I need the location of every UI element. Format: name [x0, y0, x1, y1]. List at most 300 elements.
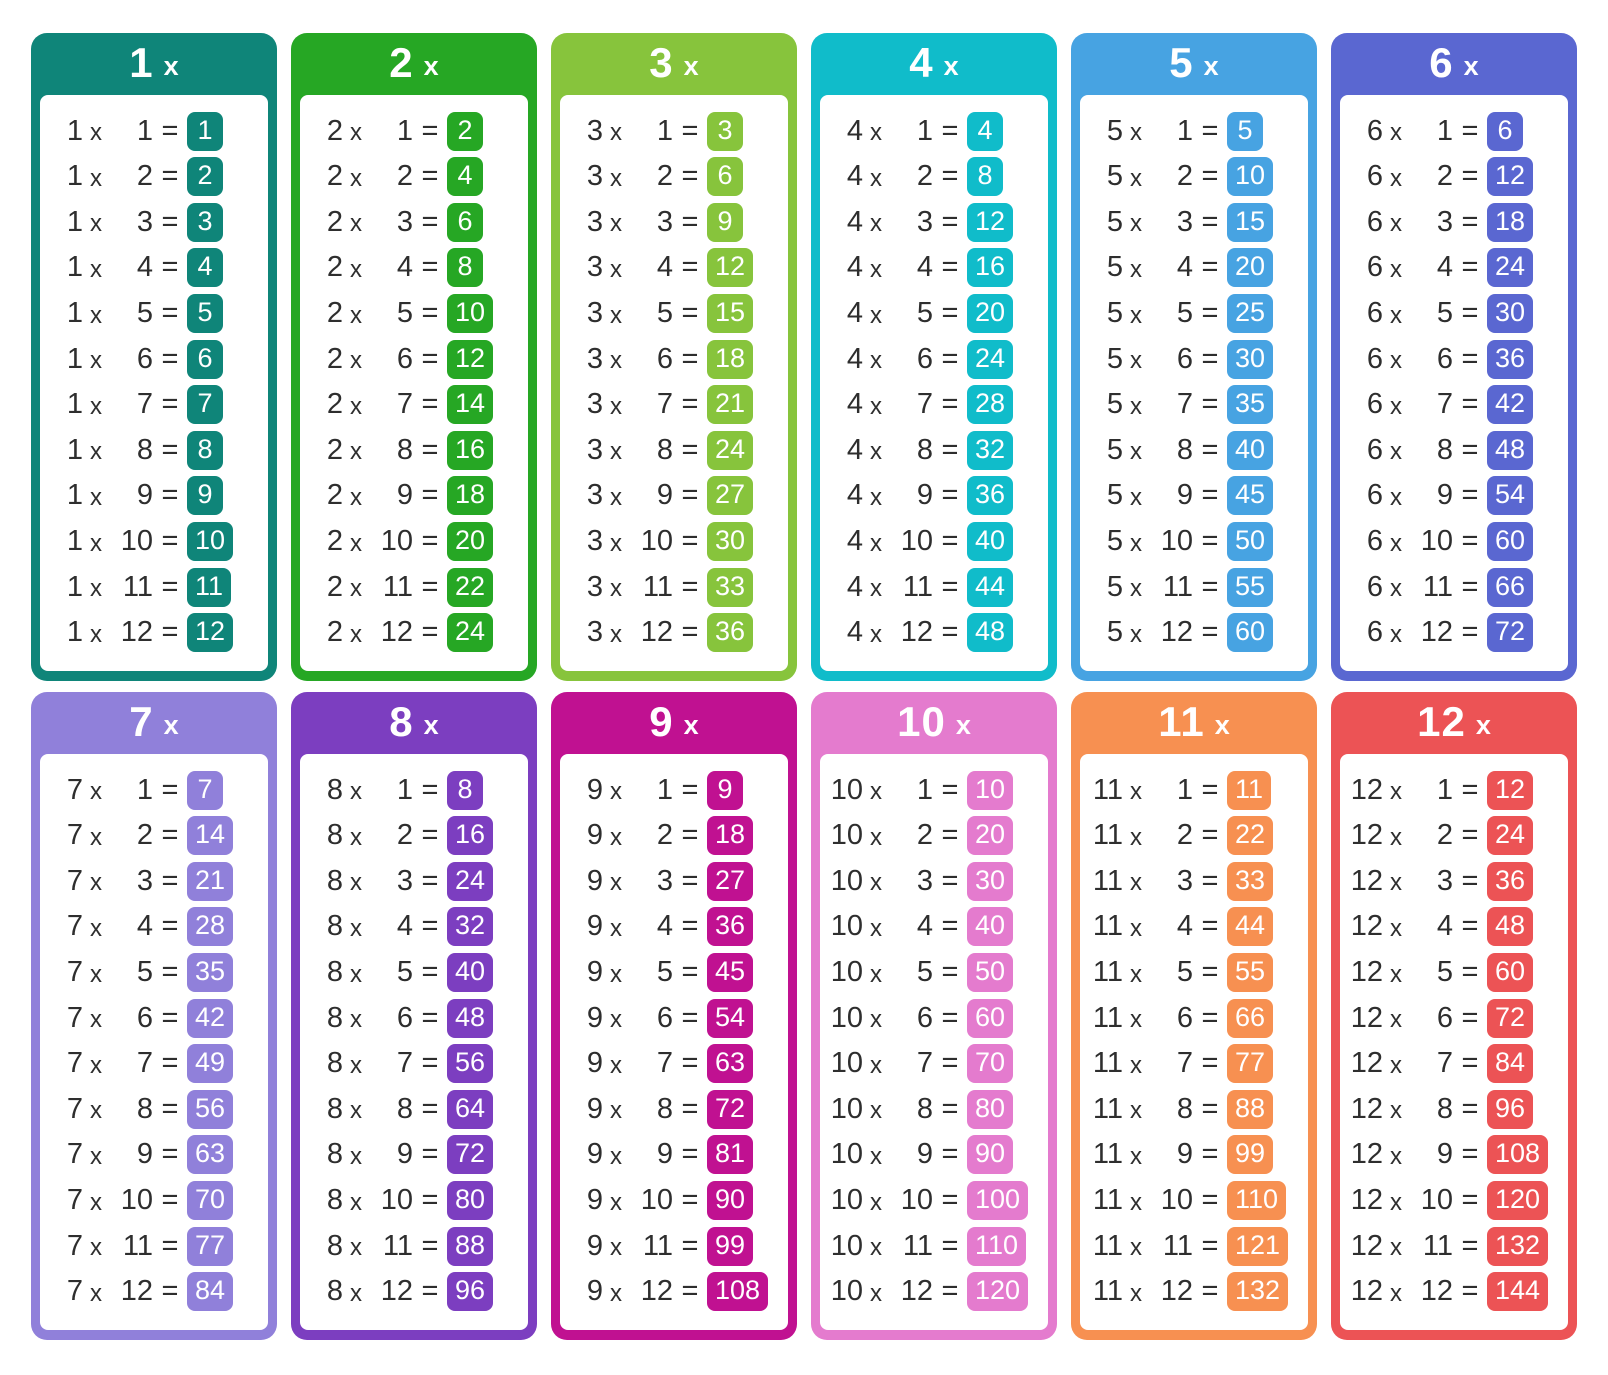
product-badge: 49 — [187, 1044, 233, 1083]
equals-symbol: = — [1461, 1001, 1479, 1034]
factor-1: 6 — [1366, 251, 1383, 284]
product-badge: 24 — [447, 862, 493, 901]
equals-symbol: = — [1201, 114, 1219, 147]
factor-1: 6 — [1366, 388, 1383, 421]
times-symbol: x — [1390, 1142, 1402, 1170]
equation-row — [1081, 157, 1307, 196]
factor-1: 2 — [326, 479, 343, 512]
product-cell — [187, 1044, 233, 1083]
equals-symbol: = — [941, 1275, 959, 1308]
product-cell — [707, 771, 743, 810]
factor-1: 5 — [1106, 297, 1123, 330]
product-badge: 36 — [1487, 862, 1533, 901]
product-badge: 121 — [1227, 1227, 1288, 1266]
card-title-times-symbol: x — [423, 710, 439, 740]
equation-row — [1081, 999, 1307, 1038]
factor-2: 12 — [640, 1275, 673, 1308]
equals-symbol: = — [161, 864, 179, 897]
product-cell — [707, 953, 753, 992]
factor-1: 7 — [66, 1229, 83, 1262]
factor-2: 4 — [1176, 251, 1193, 284]
equals-symbol: = — [1461, 956, 1479, 989]
product-badge: 40 — [447, 953, 493, 992]
times-symbol: x — [90, 1142, 102, 1170]
times-table-card-2x — [291, 33, 537, 681]
product-badge: 12 — [1487, 157, 1533, 196]
product-cell — [707, 157, 743, 196]
times-symbol: x — [90, 301, 102, 329]
equals-symbol: = — [681, 1275, 699, 1308]
equals-symbol: = — [161, 819, 179, 852]
times-symbol: x — [870, 1188, 882, 1216]
equation-row — [561, 953, 787, 992]
product-badge: 11 — [187, 568, 231, 607]
product-badge: 36 — [967, 476, 1013, 515]
factor-2: 2 — [396, 160, 413, 193]
product-cell — [447, 1135, 493, 1174]
factor-2: 4 — [136, 910, 153, 943]
factor-2: 1 — [1176, 114, 1193, 147]
equation-row — [1081, 613, 1307, 652]
factor-2: 6 — [656, 342, 673, 375]
product-badge: 1 — [187, 112, 223, 151]
equals-symbol: = — [161, 1184, 179, 1217]
equals-symbol: = — [161, 525, 179, 558]
factor-2: 1 — [396, 773, 413, 806]
times-symbol: x — [610, 620, 622, 648]
factor-2: 11 — [1162, 570, 1193, 603]
equation-row — [1081, 476, 1307, 515]
equation-row — [1081, 907, 1307, 946]
equals-symbol: = — [1461, 479, 1479, 512]
equation-row — [41, 340, 267, 379]
equation-row — [821, 476, 1047, 515]
equation-row — [1341, 157, 1567, 196]
factor-1: 5 — [1106, 479, 1123, 512]
equation-row — [1341, 1090, 1567, 1129]
factor-2: 5 — [396, 956, 413, 989]
times-symbol: x — [610, 1234, 622, 1262]
equals-symbol: = — [941, 616, 959, 649]
equation-row — [41, 203, 267, 242]
factor-2: 3 — [916, 205, 933, 238]
times-table-card-1x — [31, 33, 277, 681]
equation-row — [821, 1090, 1047, 1129]
factor-2: 8 — [916, 1092, 933, 1125]
factor-2: 12 — [380, 616, 413, 649]
factor-1: 5 — [1106, 616, 1123, 649]
factor-1: 6 — [1366, 616, 1383, 649]
card-title-number: 2 — [389, 39, 414, 86]
equation-row — [41, 862, 267, 901]
product-badge: 9 — [707, 203, 743, 242]
factor-1: 7 — [66, 1275, 83, 1308]
times-symbol: x — [1130, 529, 1142, 557]
factor-1: 1 — [66, 205, 83, 238]
factor-1: 4 — [846, 205, 863, 238]
factor-1: 11 — [1092, 910, 1123, 943]
product-cell — [967, 907, 1013, 946]
equals-symbol: = — [421, 1001, 439, 1034]
product-cell — [1487, 1044, 1533, 1083]
equation-row — [301, 248, 527, 287]
product-cell — [187, 522, 233, 561]
factor-2: 9 — [1176, 1138, 1193, 1171]
factor-1: 4 — [846, 525, 863, 558]
factor-1: 7 — [66, 864, 83, 897]
product-cell — [707, 112, 743, 151]
times-symbol: x — [870, 347, 882, 375]
factor-2: 11 — [382, 1229, 413, 1262]
equals-symbol: = — [681, 1047, 699, 1080]
product-cell — [967, 1044, 1013, 1083]
factor-1: 1 — [66, 114, 83, 147]
product-cell — [1227, 816, 1273, 855]
equals-symbol: = — [941, 773, 959, 806]
equals-symbol: = — [941, 160, 959, 193]
equation-row — [1081, 862, 1307, 901]
factor-1: 3 — [586, 114, 603, 147]
equals-symbol: = — [1461, 525, 1479, 558]
product-cell — [447, 522, 493, 561]
card-body — [300, 754, 528, 1330]
product-badge: 48 — [1487, 431, 1533, 470]
factor-1: 6 — [1366, 205, 1383, 238]
factor-1: 5 — [1106, 570, 1123, 603]
card-title-number: 3 — [649, 39, 674, 86]
product-badge: 12 — [1487, 771, 1533, 810]
factor-1: 5 — [1106, 160, 1123, 193]
product-badge: 12 — [187, 613, 233, 652]
factor-1: 9 — [586, 864, 603, 897]
product-badge: 5 — [187, 294, 223, 333]
product-badge: 110 — [1227, 1181, 1286, 1220]
times-symbol: x — [1390, 1279, 1402, 1307]
card-body — [1080, 754, 1308, 1330]
times-symbol: x — [350, 869, 362, 897]
equation-row — [1081, 385, 1307, 424]
factor-1: 8 — [326, 773, 343, 806]
factor-2: 2 — [656, 160, 673, 193]
product-badge: 66 — [1227, 999, 1273, 1038]
times-symbol: x — [870, 438, 882, 466]
product-cell — [967, 1272, 1028, 1311]
equals-symbol: = — [941, 251, 959, 284]
product-cell — [707, 613, 753, 652]
times-symbol: x — [610, 1097, 622, 1125]
factor-1: 8 — [326, 1184, 343, 1217]
product-badge: 72 — [1487, 613, 1533, 652]
times-symbol: x — [1390, 1234, 1402, 1262]
equation-row — [821, 294, 1047, 333]
equation-row — [301, 771, 527, 810]
factor-2: 10 — [380, 1184, 413, 1217]
equation-row — [821, 1181, 1047, 1220]
factor-2: 1 — [916, 773, 933, 806]
factor-2: 8 — [916, 433, 933, 466]
equation-row — [41, 613, 267, 652]
product-cell — [1487, 431, 1533, 470]
times-symbol: x — [1390, 1051, 1402, 1079]
factor-1: 2 — [326, 297, 343, 330]
factor-1: 11 — [1092, 1229, 1123, 1262]
equals-symbol: = — [941, 525, 959, 558]
product-badge: 40 — [1227, 431, 1273, 470]
factor-2: 9 — [656, 479, 673, 512]
equals-symbol: = — [161, 342, 179, 375]
factor-1: 9 — [586, 1001, 603, 1034]
times-symbol: x — [90, 1279, 102, 1307]
factor-1: 4 — [846, 114, 863, 147]
factor-1: 6 — [1366, 570, 1383, 603]
times-symbol: x — [1130, 347, 1142, 375]
factor-1: 8 — [326, 1001, 343, 1034]
product-badge: 24 — [1487, 816, 1533, 855]
product-badge: 4 — [187, 248, 223, 287]
factor-1: 1 — [66, 297, 83, 330]
factor-2: 5 — [1436, 297, 1453, 330]
product-cell — [967, 1090, 1013, 1129]
factor-2: 9 — [1436, 1138, 1453, 1171]
times-symbol: x — [90, 1188, 102, 1216]
product-cell — [447, 1181, 493, 1220]
times-symbol: x — [1130, 1142, 1142, 1170]
product-cell — [447, 1090, 493, 1129]
product-badge: 15 — [707, 294, 753, 333]
factor-2: 12 — [120, 616, 153, 649]
equals-symbol: = — [161, 479, 179, 512]
equation-row — [1341, 248, 1567, 287]
product-badge: 25 — [1227, 294, 1273, 333]
equation-row — [1341, 816, 1567, 855]
factor-1: 5 — [1106, 433, 1123, 466]
product-badge: 80 — [447, 1181, 493, 1220]
card-header — [1331, 33, 1577, 93]
times-symbol: x — [1130, 778, 1142, 806]
product-badge: 20 — [447, 522, 493, 561]
times-symbol: x — [870, 914, 882, 942]
product-badge: 48 — [967, 613, 1013, 652]
factor-2: 2 — [1436, 160, 1453, 193]
card-header — [31, 692, 277, 752]
product-cell — [187, 340, 223, 379]
equation-row — [561, 112, 787, 151]
card-body — [40, 95, 268, 671]
factor-1: 6 — [1366, 433, 1383, 466]
factor-2: 11 — [642, 570, 673, 603]
product-cell — [447, 112, 483, 151]
product-badge: 12 — [967, 203, 1013, 242]
card-header — [811, 33, 1057, 93]
product-cell — [447, 431, 493, 470]
factor-1: 3 — [586, 616, 603, 649]
equals-symbol: = — [681, 819, 699, 852]
equation-row — [1081, 294, 1307, 333]
times-symbol: x — [610, 960, 622, 988]
equals-symbol: = — [1201, 616, 1219, 649]
equation-row — [301, 953, 527, 992]
product-badge: 45 — [1227, 476, 1273, 515]
times-symbol: x — [1130, 392, 1142, 420]
factor-2: 5 — [136, 956, 153, 989]
product-badge: 50 — [1227, 522, 1273, 561]
product-cell — [1487, 568, 1533, 607]
product-badge: 44 — [967, 568, 1013, 607]
equals-symbol: = — [941, 570, 959, 603]
equation-row — [1081, 1135, 1307, 1174]
factor-1: 10 — [830, 819, 863, 852]
equals-symbol: = — [1461, 1047, 1479, 1080]
product-cell — [447, 340, 493, 379]
product-badge: 96 — [1487, 1090, 1533, 1129]
equals-symbol: = — [1201, 1275, 1219, 1308]
product-cell — [447, 568, 493, 607]
times-symbol: x — [610, 255, 622, 283]
equation-row — [301, 340, 527, 379]
equals-symbol: = — [1461, 342, 1479, 375]
product-cell — [447, 476, 493, 515]
equation-row — [301, 112, 527, 151]
equation-row — [1081, 816, 1307, 855]
factor-1: 12 — [1350, 773, 1383, 806]
times-symbol: x — [350, 164, 362, 192]
equals-symbol: = — [1201, 819, 1219, 852]
product-cell — [967, 1135, 1013, 1174]
product-cell — [187, 431, 223, 470]
equals-symbol: = — [1461, 1229, 1479, 1262]
product-badge: 24 — [447, 613, 493, 652]
product-badge: 10 — [447, 294, 493, 333]
product-badge: 18 — [447, 476, 493, 515]
product-cell — [1487, 476, 1533, 515]
product-cell — [1487, 112, 1523, 151]
times-table-card-10x — [811, 692, 1057, 1340]
equation-row — [821, 340, 1047, 379]
product-cell — [447, 157, 483, 196]
factor-1: 7 — [66, 956, 83, 989]
equation-row — [821, 157, 1047, 196]
equation-row — [1081, 771, 1307, 810]
product-badge: 3 — [707, 112, 743, 151]
equation-row — [1081, 203, 1307, 242]
equals-symbol: = — [161, 1138, 179, 1171]
equation-row — [1341, 1272, 1567, 1311]
product-cell — [187, 476, 223, 515]
times-symbol: x — [610, 1051, 622, 1079]
product-cell — [707, 1090, 753, 1129]
factor-2: 1 — [396, 114, 413, 147]
factor-1: 2 — [326, 205, 343, 238]
product-badge: 22 — [447, 568, 493, 607]
factor-2: 2 — [396, 819, 413, 852]
times-symbol: x — [1390, 119, 1402, 147]
product-cell — [967, 771, 1013, 810]
product-badge: 8 — [187, 431, 223, 470]
equation-row — [821, 385, 1047, 424]
equation-row — [301, 1135, 527, 1174]
equals-symbol: = — [1201, 388, 1219, 421]
factor-2: 10 — [1420, 1184, 1453, 1217]
product-badge: 96 — [447, 1272, 493, 1311]
factor-1: 2 — [326, 388, 343, 421]
factor-1: 10 — [830, 773, 863, 806]
card-title-number: 6 — [1429, 39, 1454, 86]
equation-row — [301, 999, 527, 1038]
factor-2: 7 — [136, 1047, 153, 1080]
product-cell — [187, 816, 233, 855]
product-cell — [1487, 1181, 1548, 1220]
equals-symbol: = — [941, 1184, 959, 1217]
factor-1: 9 — [586, 956, 603, 989]
times-table-card-8x — [291, 692, 537, 1340]
equals-symbol: = — [1201, 1047, 1219, 1080]
equals-symbol: = — [1461, 388, 1479, 421]
equation-row — [301, 157, 527, 196]
factor-1: 8 — [326, 1092, 343, 1125]
factor-2: 11 — [902, 570, 933, 603]
factor-2: 5 — [656, 956, 673, 989]
product-cell — [187, 157, 223, 196]
equation-row — [561, 568, 787, 607]
factor-1: 4 — [846, 616, 863, 649]
equation-row — [821, 862, 1047, 901]
equals-symbol: = — [421, 160, 439, 193]
times-symbol: x — [870, 210, 882, 238]
factor-1: 3 — [586, 570, 603, 603]
product-cell — [707, 862, 753, 901]
equals-symbol: = — [161, 910, 179, 943]
product-cell — [187, 613, 233, 652]
factor-2: 10 — [120, 525, 153, 558]
factor-1: 2 — [326, 251, 343, 284]
factor-2: 6 — [136, 342, 153, 375]
times-symbol: x — [1390, 255, 1402, 283]
times-symbol: x — [870, 620, 882, 648]
factor-2: 6 — [656, 1001, 673, 1034]
times-symbol: x — [610, 529, 622, 557]
equals-symbol: = — [421, 1092, 439, 1125]
factor-1: 7 — [66, 773, 83, 806]
equation-row — [1341, 1227, 1567, 1266]
product-cell — [967, 816, 1013, 855]
factor-1: 12 — [1350, 1275, 1383, 1308]
product-badge: 9 — [187, 476, 223, 515]
factor-1: 3 — [586, 388, 603, 421]
times-symbol: x — [1390, 529, 1402, 557]
factor-2: 7 — [916, 388, 933, 421]
product-cell — [187, 112, 223, 151]
factor-2: 5 — [136, 297, 153, 330]
factor-1: 10 — [830, 1092, 863, 1125]
factor-2: 6 — [396, 1001, 413, 1034]
equation-row — [821, 1272, 1047, 1311]
factor-1: 7 — [66, 1001, 83, 1034]
times-symbol: x — [350, 1142, 362, 1170]
factor-1: 8 — [326, 864, 343, 897]
factor-2: 5 — [1176, 297, 1193, 330]
times-symbol: x — [1130, 255, 1142, 283]
times-symbol: x — [90, 823, 102, 851]
product-cell — [967, 385, 1013, 424]
product-badge: 12 — [707, 248, 753, 287]
times-symbol: x — [870, 529, 882, 557]
times-symbol: x — [610, 1006, 622, 1034]
factor-1: 7 — [66, 1184, 83, 1217]
equals-symbol: = — [681, 479, 699, 512]
factor-1: 8 — [326, 1275, 343, 1308]
equation-row — [561, 1272, 787, 1311]
product-cell — [967, 613, 1013, 652]
